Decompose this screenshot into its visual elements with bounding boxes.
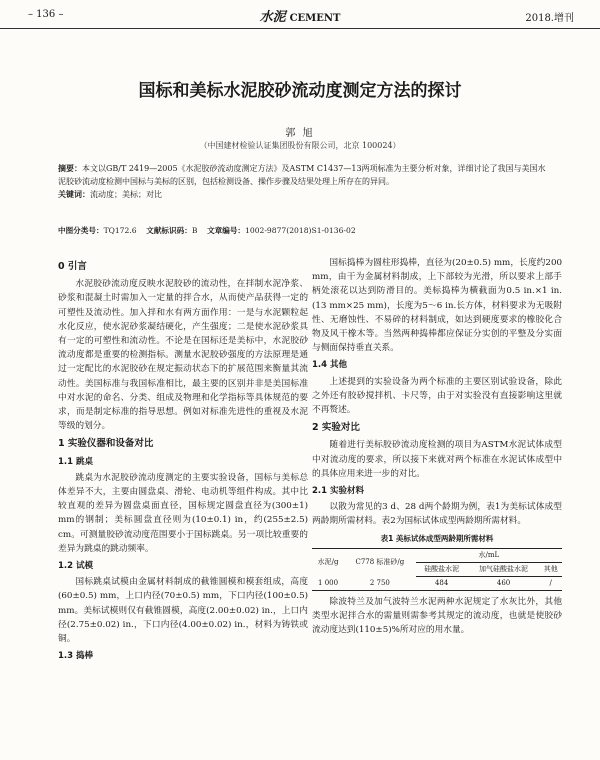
abstract-text: 本文以GB/T 2419—2005《水泥胶砂流动度测定方法》及ASTM C1437—13两项标准为主要分析对象，详细讨论了我国与美国水泥胶砂流动度检测中国标与美标的区别，包括检测设备、操作步骤及结果处理上所存在的异同。 [58,164,546,186]
paragraph: 国标捣棒为圆柱形捣棒，直径为(20±0.5) mm，长度约200 mm，由干为金属材料制成，上下部较为光滑，所以要求上部手柄处滚花以达到防滑目的。美标捣棒为横截面为0.5 in.×1 in.(13 mm×25 mm)，长度为5～6 in.长方体，材料要求为无吸附性、无磨蚀性、不易碎的材料制成，如达到硬度要求的橡胶化合物及风干橡木等。当然两种捣棒都应保证分实创的平整及分实面与侧面保持垂直关系。 [312,258,562,354]
subsection-heading: 1.2 试模 [58,561,94,572]
section-heading: 0 引言 [58,261,87,272]
table-cell: 484 [434,578,449,587]
table-cell: 2 750 [369,578,390,587]
paper-title: 国标和美标水泥胶砂流动度测定方法的探讨 [138,81,462,101]
doc-code: B [191,226,198,235]
table-cell: 1 000 [318,578,339,587]
abstract-label: 摘要： [58,164,82,173]
article-no-label: 文章编号： [207,226,246,235]
journal-name-en: CEMENT [289,13,341,24]
paragraph: 以散为常见的3 d、28 d两个龄期为例，表1为美标试体成型两龄期所需材料。表2为国标试体成型两龄期所需材料。 [312,502,562,527]
issue-label: 2018.增刊 [525,13,574,24]
clc-code: TQ172.6 [103,226,137,235]
doc-code-label: 文献标识码： [146,226,192,235]
table-header-group: 水/mL [416,548,562,562]
table-cell: 460 [496,578,511,587]
journal-name-cn: 水泥 [259,10,286,25]
paragraph: 除波特兰及加气波特兰水泥两种水泥规定了水灰比外，其他类型水泥拌合水的需量则需参考其规定的流动度，也就是使胶砂流动度达到(110±5)%所对应的用水量。 [312,596,562,636]
table-header: 其他 [539,562,562,576]
table-caption: 表1 美标试体成型两龄期所需材料 [380,533,494,543]
keywords: 流动度；美标；对比 [90,190,162,199]
subsection-heading: 1.4 其他 [312,360,348,371]
section-heading: 2 实验对比 [312,422,360,434]
journal-name [0,6,600,25]
paragraph: 国标跳桌试模由金属材料制成的截锥圆模和模套组成，高度(60±0.5) mm，上口内径(70±0.5) mm，下口内径(100±0.5) mm。美标试模则仅有截锥圆模，高度(2.00±0.02) in.，上口内径(2.75±0.02) in.，下口内径(4.00±0.02) in.，材料为铸铁或铜。 [58,577,308,645]
classification-line [58,225,548,236]
running-header [0,0,600,29]
clc-label: 中图分类号： [58,226,104,235]
subsection-heading: 2.1 实验材料 [312,486,365,497]
table-header: 水泥/g [317,558,339,567]
author: 郭 旭 [285,128,315,139]
abstract-block [58,162,548,201]
paragraph: 上述提到的实验设备为两个标准的主要区别试验设备，除此之外还有胶砂搅拌机、卡尺等，由于对实验没有直接影响这里就不再赘述。 [312,376,562,416]
subsection-heading: 1.1 跳桌 [58,456,94,467]
section-heading: 1 实验仪器和设备对比 [58,438,154,450]
page-number: – 136 – [28,9,64,20]
keywords-label: 关键词： [58,190,90,199]
materials-table [312,548,562,591]
paragraph: 随着进行美标胶砂流动度检测的项目为ASTM水泥试体成型中对流动度的要求，所以接下来就对两个标准在水泥试体成型中的具体应用来进一步的对比。 [312,440,562,479]
paragraph: 水泥胶砂流动度反映水泥胶砂的流动性，在拌制水泥净浆、砂浆和混凝土时需加入一定量的拌合水，从而使产品获得一定的可塑性及流动性。加入拌和水有两方面作用：一是与水泥颗粒起水化反应，使水泥砂浆凝结硬化，产生强度；二是使水泥砂浆具有一定的可塑性和流动性。不论是在国标还是美标中，水泥胶砂流动度都是重要的检测指标。测量水泥胶砂强度的方法原理是通过一定配比的水泥胶砂在规定振动状态下的扩展范围来衡量其流动性。美国标准与我国标准相比，最主要的区别并非是美国标准中对水泥的命名、分类、组成及物理和化学指标等具体规范的要求，而是制定标准的指导思想。例如对标准先进性的重视及水泥等级的划分。 [58,279,308,432]
left-column [58,256,308,665]
right-column [312,256,562,637]
table-cell: / [549,578,552,587]
subsection-heading: 1.3 捣棒 [58,651,94,662]
table-row [312,576,562,590]
table-header: 加气硅酸盐水泥 [468,562,540,576]
article-no: 1002-9877(2018)S1-0136-02 [245,226,356,235]
table-header: 硅酸盐水泥 [416,562,468,576]
table-header: C778 标准砂/g [355,558,405,567]
paragraph: 跳桌为水泥胶砂流动度测定的主要实验设备，国标与美标总体差异不大，主要由圆盘桌、滑轮、电动机等组件构成。其中比较直观的差异为圆盘桌面直径，国标规定圆盘直径为(300±1) mm的钢制；美标圆盘直径则为(10±0.1) in，约(255±2.5) cm。可测量胶砂流动度范围要小于国标跳桌。另一项比较重要的差异为跳桌的跳动频率。 [58,472,308,554]
affiliation: （中国建材检验认证集团股份有限公司，北京 100024） [199,141,401,150]
